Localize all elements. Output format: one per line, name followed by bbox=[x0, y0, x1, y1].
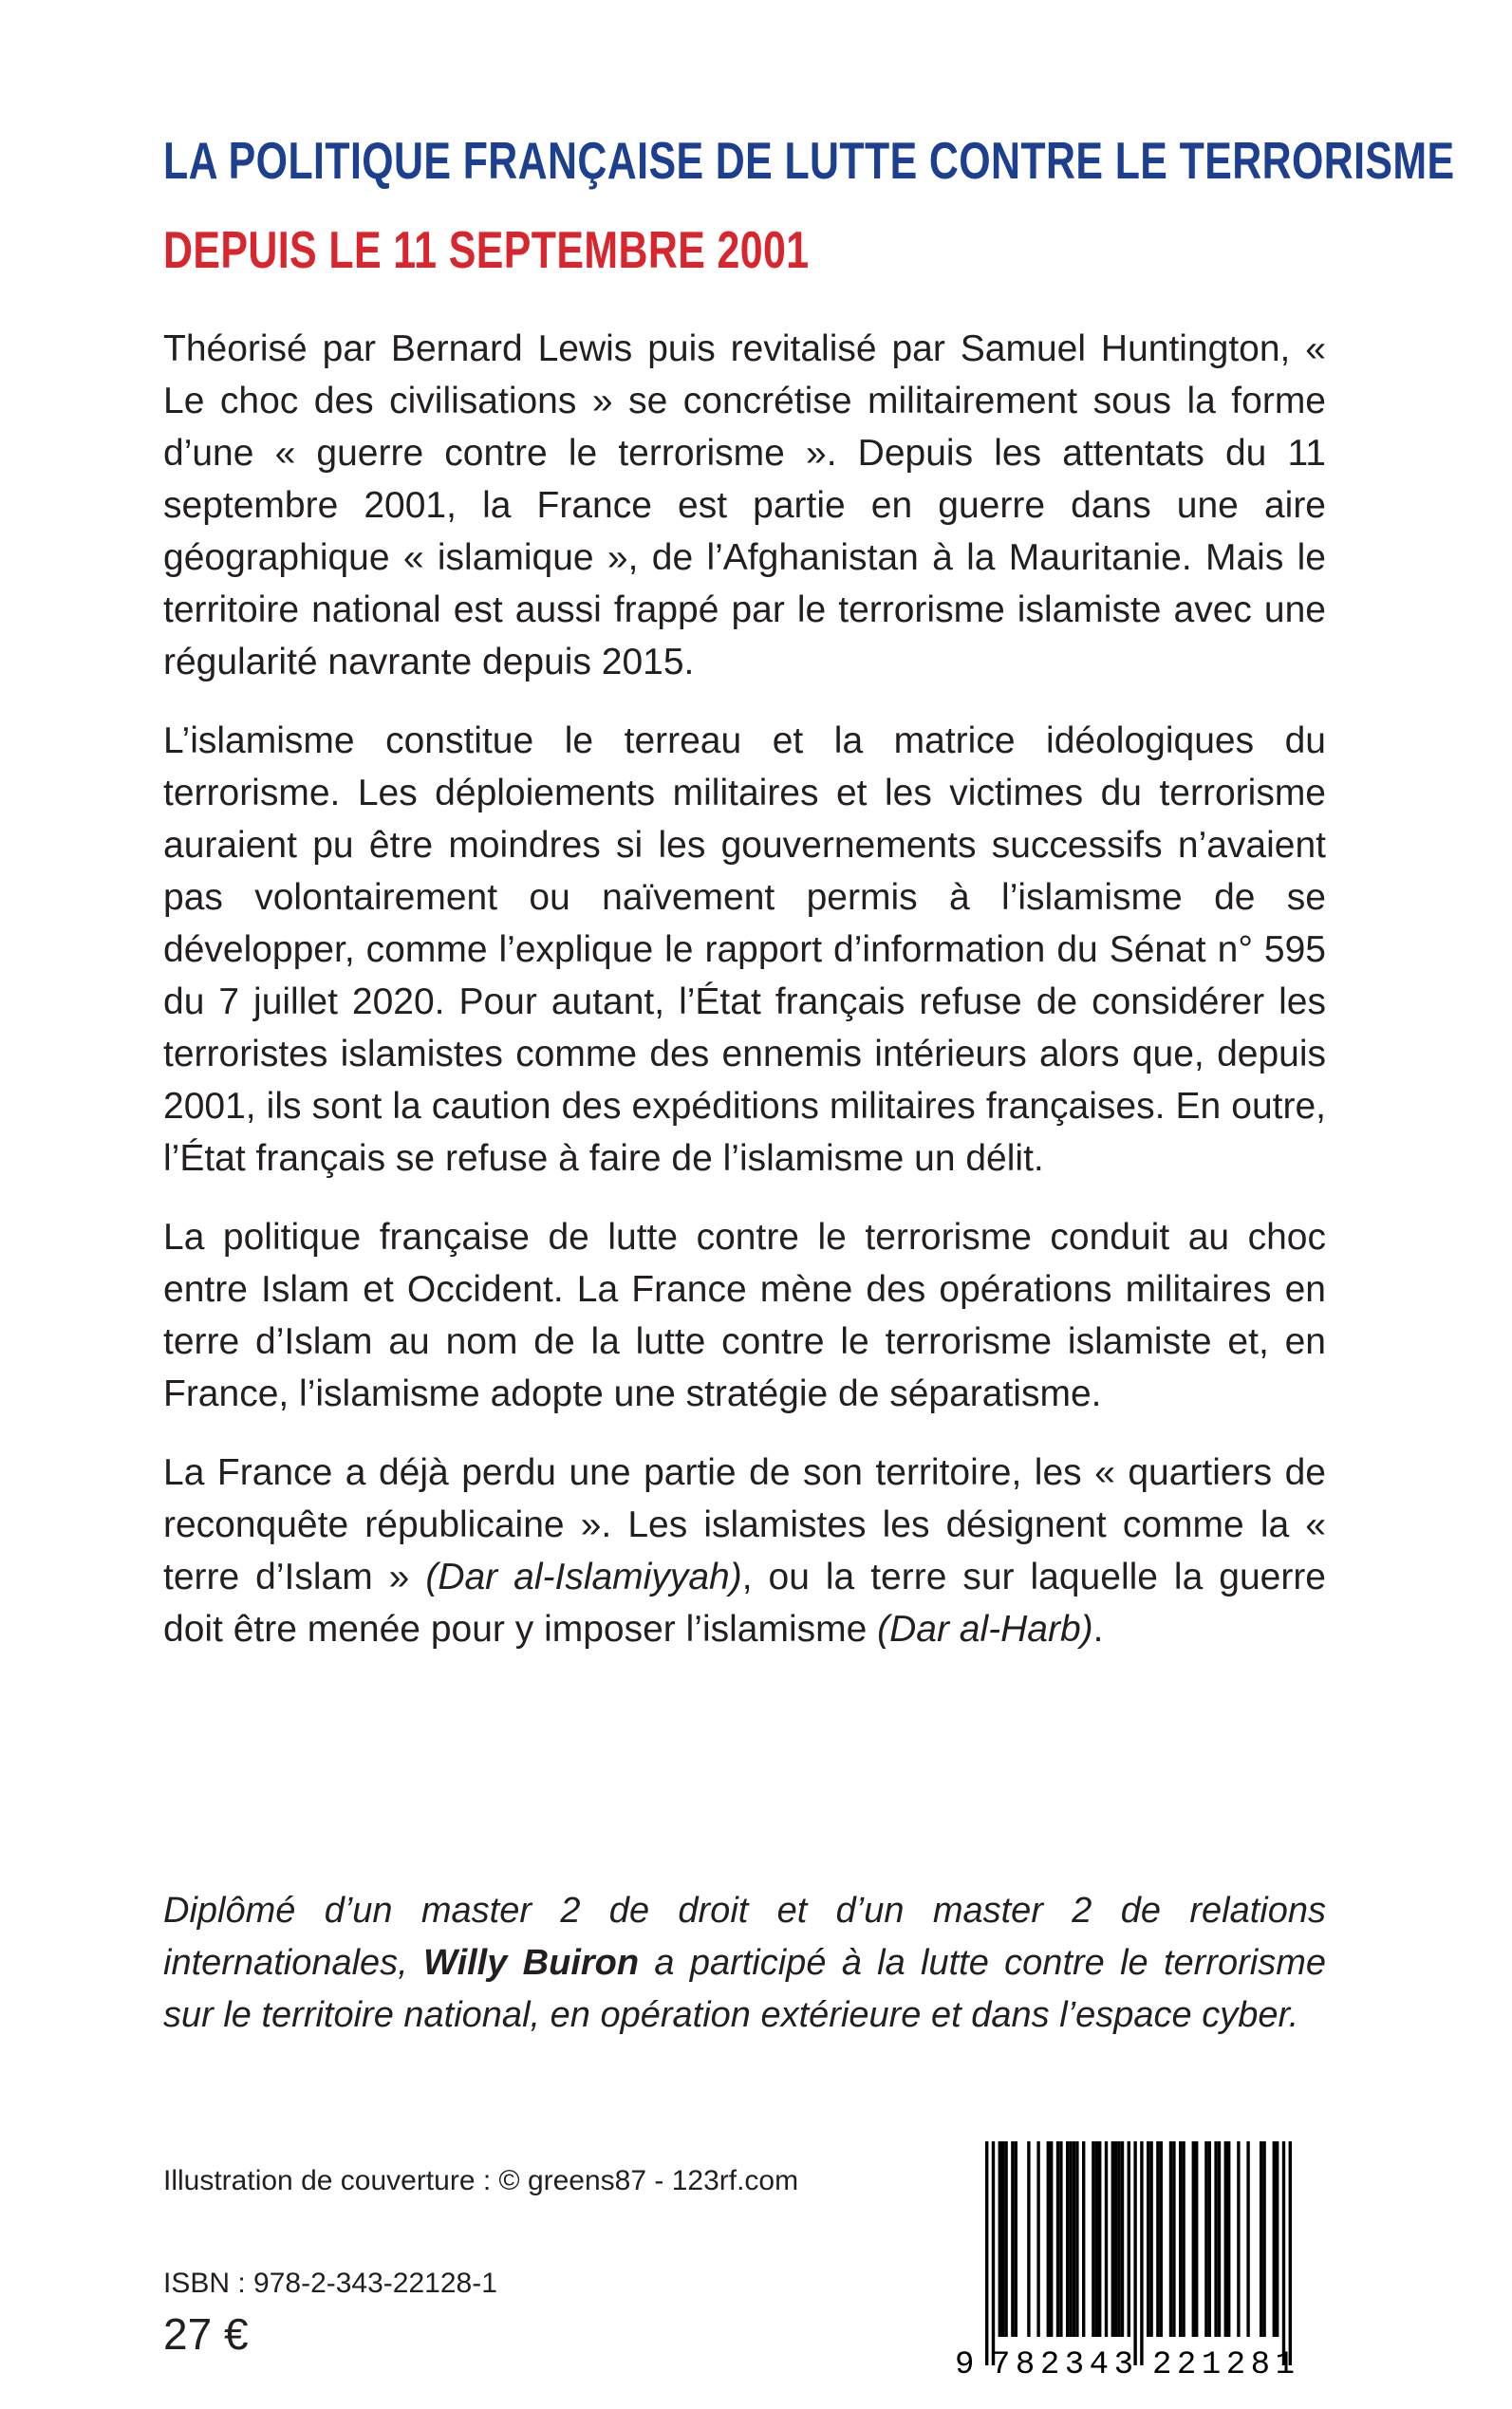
title-line-1: LA POLITIQUE FRANÇAISE DE LUTTE CONTRE LE TERRORISME bbox=[163, 131, 1455, 190]
bio-text-b: a participé à la lutte contre le terrorisme sur le territoire national, en opération extérieure et dans l’espace cyber. bbox=[163, 1943, 1326, 2035]
barcode-bar bbox=[1140, 2141, 1143, 2365]
barcode-bar bbox=[1036, 2141, 1039, 2337]
barcode-bar bbox=[985, 2141, 988, 2365]
p4-text-e: . bbox=[1092, 1609, 1104, 1650]
price-text: 27 € bbox=[163, 2309, 249, 2359]
author-bio bbox=[163, 1885, 1326, 2042]
barcode-bar bbox=[1121, 2141, 1124, 2337]
p4-text-c: , ou la terre sur laquelle la guerre doit être menée pour y imposer l’islamisme bbox=[163, 1557, 1326, 1650]
barcode-bar bbox=[1092, 2141, 1094, 2337]
p4-text-a: La France a déjà perdu une partie de son territoire, les « quartiers de reconquête républicaine ». Les islamistes les désignent comme la « terre d’Islam » bbox=[163, 1452, 1326, 1597]
barcode-bar bbox=[999, 2141, 1001, 2337]
barcode-bar bbox=[1047, 2141, 1050, 2337]
barcode-bar bbox=[1195, 2141, 1198, 2337]
isbn-barcode bbox=[949, 2134, 1329, 2382]
barcode-bar bbox=[1004, 2141, 1007, 2337]
blurb-paragraph-1: Théorisé par Bernard Lewis puis revitalisé par Samuel Huntington, « Le choc des civilisations » se concrétise militairement sous la forme d’une « guerre contre le terrorisme ». Depuis les attentats du 11 septembre 2001, la France est partie en guerre dans une aire géographique « islamique », de l’Afghanistan à la Mauritanie. Mais le territoire national est aussi frappé par le terrorisme islamiste avec une régularité navrante depuis 2015. bbox=[163, 328, 1326, 682]
blurb-paragraph-4 bbox=[163, 1447, 1326, 1655]
barcode-bar bbox=[1147, 2141, 1149, 2337]
barcode-lead-digit: 9 bbox=[955, 2347, 975, 2382]
barcode-bar bbox=[1050, 2141, 1053, 2337]
barcode-bar bbox=[1069, 2141, 1072, 2337]
barcode-bar bbox=[1214, 2141, 1217, 2337]
isbn-text: ISBN : 978-2-343-22128-1 bbox=[163, 2268, 497, 2299]
barcode-bar bbox=[1262, 2141, 1265, 2337]
barcode-bar bbox=[1282, 2141, 1285, 2365]
barcode-bar bbox=[1172, 2141, 1175, 2337]
blurb bbox=[163, 323, 1326, 1682]
barcode-bar bbox=[1179, 2141, 1182, 2337]
blurb-paragraph-3: La politique française de lutte contre le terrorisme conduit au choc entre Islam et Occident. La France mène des opérations militaires en terre d’Islam au nom de la lutte contre le terrorisme islamiste et, en France, l’islamisme adopte une stratégie de séparatisme. bbox=[163, 1217, 1326, 1414]
barcode-bar bbox=[1056, 2141, 1059, 2337]
barcode-bar bbox=[1011, 2141, 1014, 2337]
barcode-bar bbox=[1128, 2141, 1130, 2337]
barcode-bar bbox=[1001, 2141, 1004, 2337]
barcode-bar bbox=[1156, 2141, 1159, 2337]
barcode-bar bbox=[1224, 2141, 1227, 2337]
barcode-bar bbox=[1075, 2141, 1078, 2337]
barcode-bar bbox=[992, 2141, 995, 2365]
barcode-bar bbox=[1105, 2141, 1108, 2337]
title-line-2: DEPUIS LE 11 SEPTEMBRE 2001 bbox=[163, 220, 810, 279]
barcode-bar bbox=[1073, 2141, 1075, 2337]
barcode-bar bbox=[1218, 2141, 1221, 2337]
barcode-bar bbox=[1246, 2141, 1249, 2337]
barcode-bar bbox=[1117, 2141, 1120, 2337]
barcode-bar bbox=[1098, 2141, 1101, 2337]
barcode-bar bbox=[1182, 2141, 1185, 2337]
barcode-bar bbox=[1059, 2141, 1062, 2337]
barcode-bar bbox=[1227, 2141, 1230, 2337]
barcode-bar bbox=[1204, 2141, 1207, 2337]
author-name: Willy Buiron bbox=[423, 1943, 640, 1983]
barcode-bar bbox=[1111, 2141, 1114, 2337]
barcode-bar bbox=[1160, 2141, 1163, 2337]
barcode-bar bbox=[1276, 2141, 1279, 2337]
barcode-bar bbox=[1114, 2141, 1117, 2337]
barcode-left-digits: 782343 bbox=[991, 2347, 1133, 2382]
p4-term-dar-al-harb: (Dar al-Harb) bbox=[877, 1609, 1093, 1650]
barcode-bar bbox=[1095, 2141, 1098, 2337]
barcode-bar bbox=[1273, 2141, 1276, 2337]
bio-text-a: Diplômé d’un master 2 de droit et d’un master 2 de relations internationales, bbox=[163, 1891, 1326, 1983]
barcode-bar bbox=[1289, 2141, 1292, 2365]
barcode-bar bbox=[1192, 2141, 1195, 2337]
cover-credit: Illustration de couverture : © greens87 - 123rf.com bbox=[163, 2165, 799, 2196]
blurb-paragraph-2: L’islamisme constitue le terreau et la matrice idéologiques du terrorisme. Les déploiements militaires et les victimes du terrorisme auraient pu être moindres si les gouvernements successifs n’avaient pas volontairement ou naïvement permis à l’islamisme de se développer, comme l’explique le rapport d’information du Sénat n° 595 du 7 juillet 2020. Pour autant, l’État français refuse de considérer les terroristes islamistes comme des ennemis intérieurs alors que, depuis 2001, ils sont la caution des expéditions militaires françaises. En outre, l’État français se refuse à faire de l’islamisme un délit. bbox=[163, 720, 1326, 1179]
barcode-bar bbox=[1149, 2141, 1152, 2337]
barcode-bar bbox=[1237, 2141, 1240, 2337]
barcode-bar bbox=[1208, 2141, 1211, 2337]
barcode-bar bbox=[1133, 2141, 1136, 2365]
barcode-bar bbox=[1082, 2141, 1085, 2337]
barcode-bar bbox=[1027, 2141, 1030, 2337]
barcode-bar bbox=[1260, 2141, 1262, 2337]
p4-term-dar-al-islamiyyah: (Dar al-Islamiyyah) bbox=[425, 1557, 742, 1597]
barcode-bar bbox=[1015, 2141, 1017, 2337]
barcode-bar bbox=[1169, 2141, 1172, 2337]
barcode-right-digits: 221281 bbox=[1152, 2347, 1295, 2382]
barcode-bar bbox=[1066, 2141, 1069, 2337]
